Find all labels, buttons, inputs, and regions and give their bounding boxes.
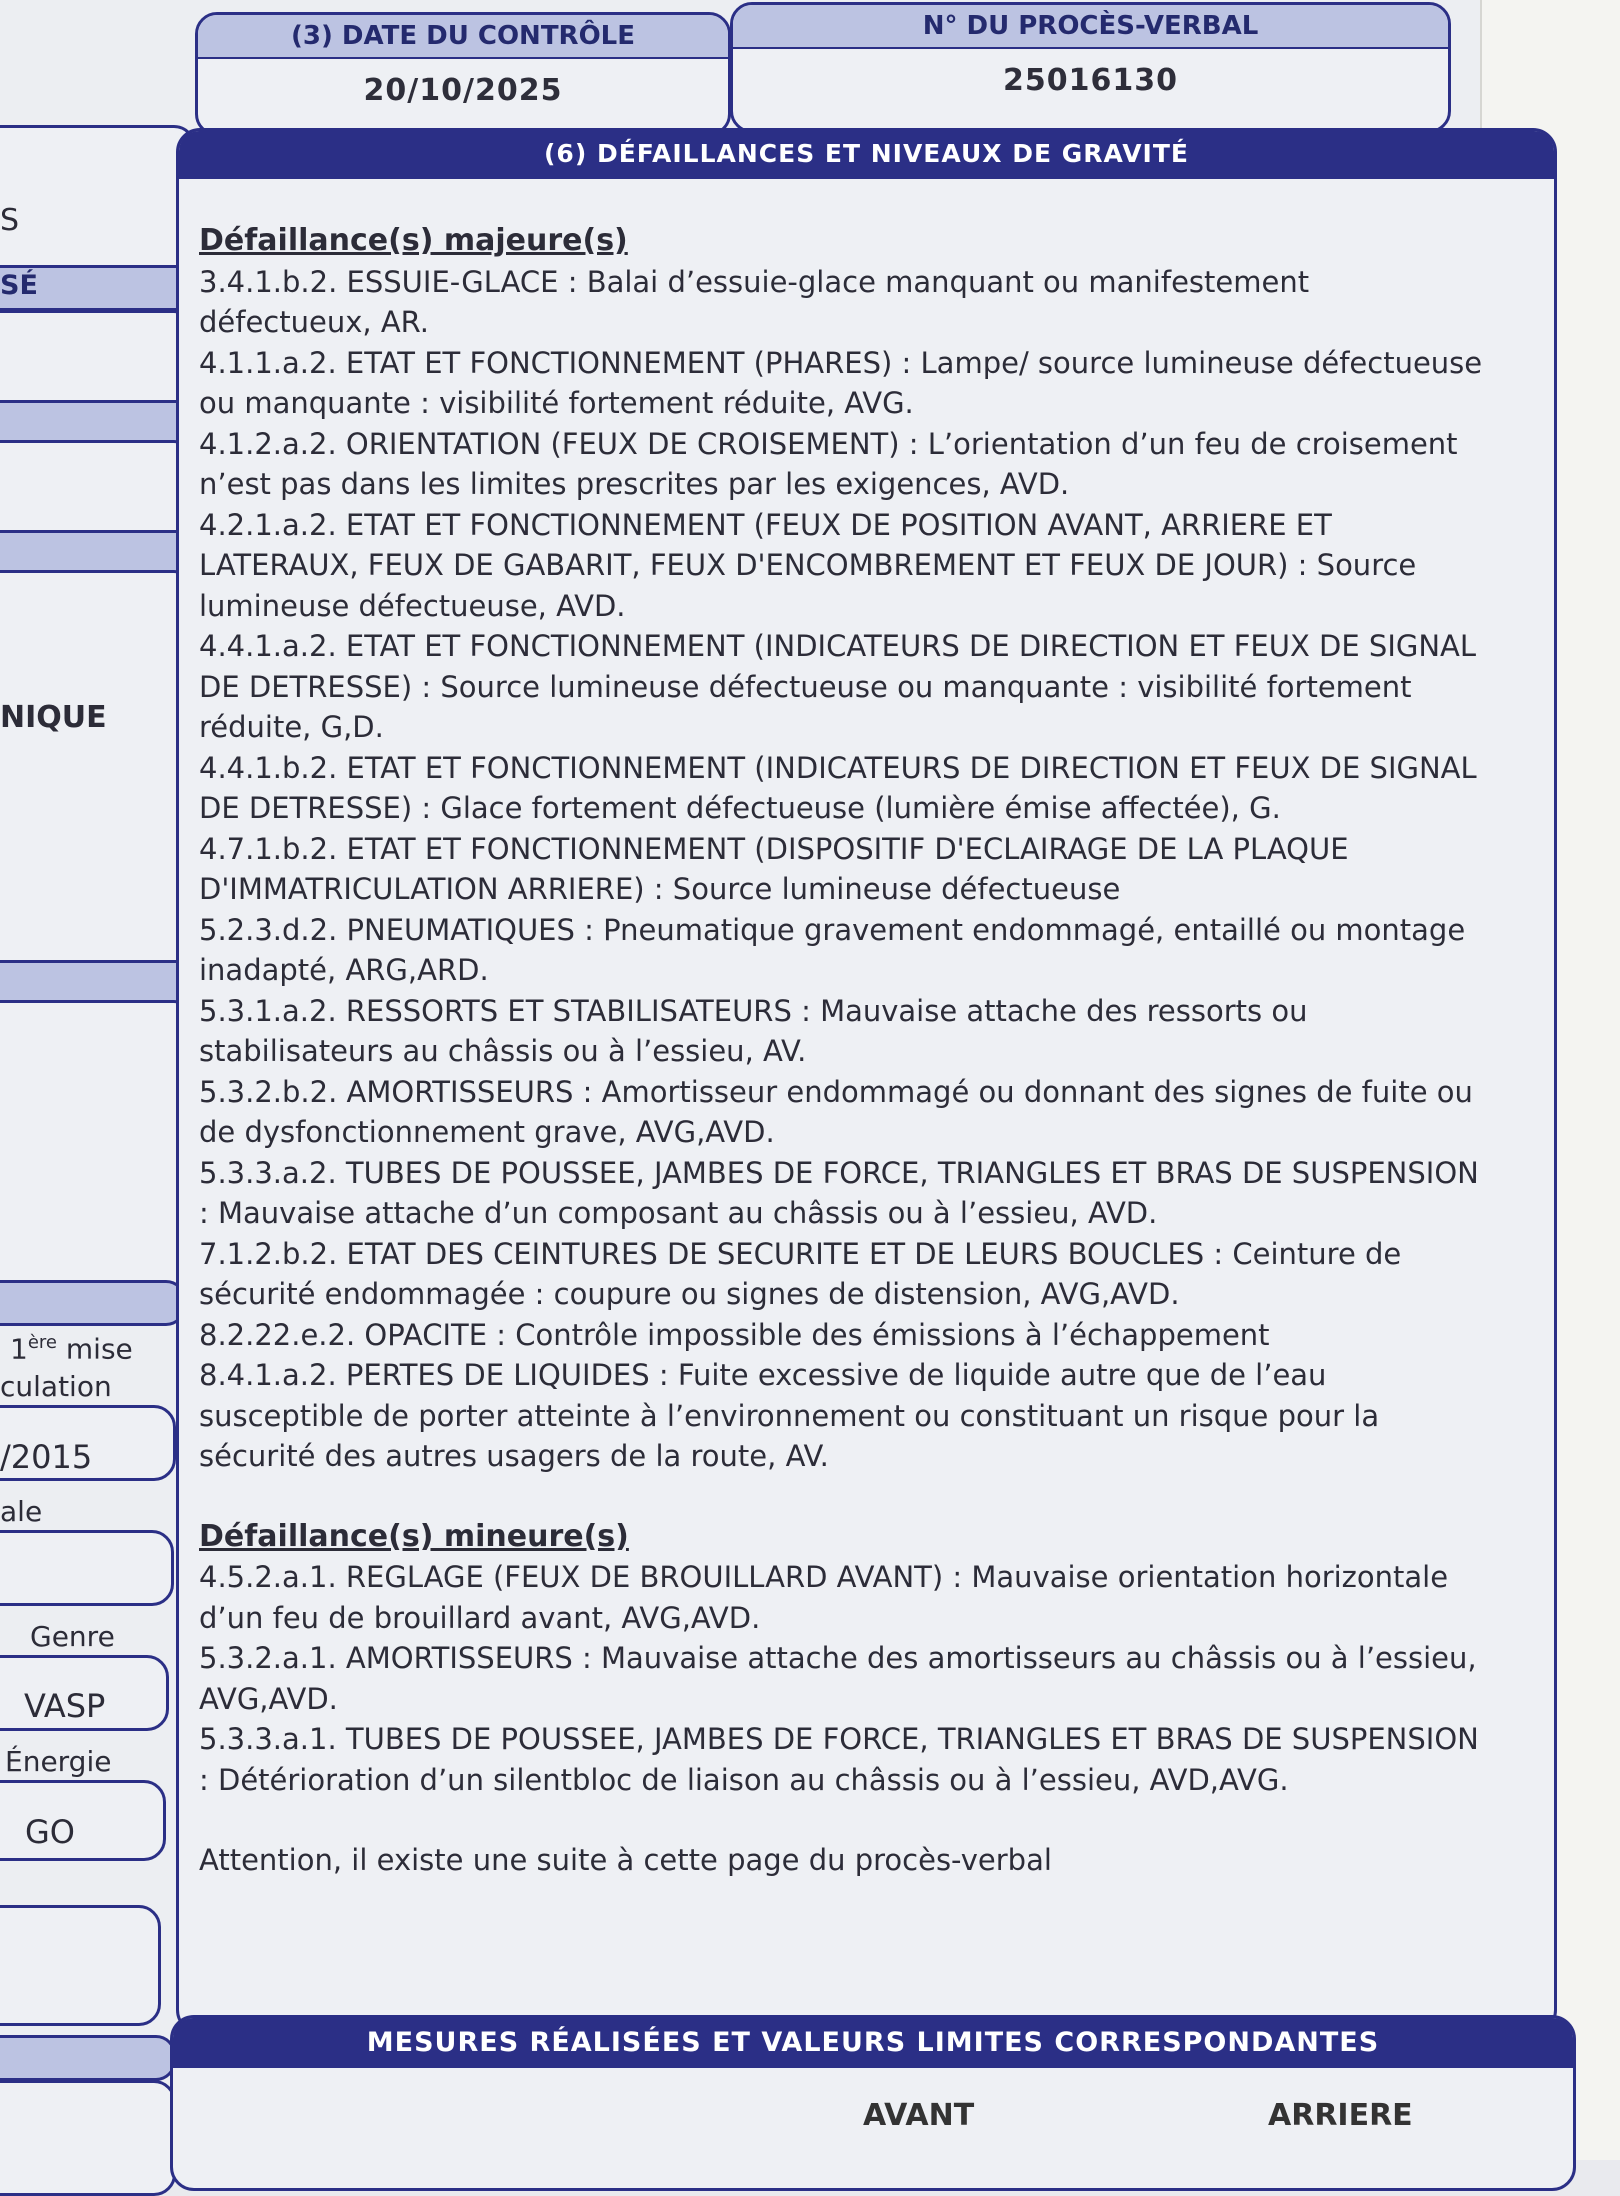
defaillance-line: 5.3.3.a.1. TUBES DE POUSSEE, JAMBES DE FORCE, TRIANGLES ET BRAS DE SUSPENSION [199,1722,1479,1756]
minor-defaillances-list [199,1557,1524,1800]
defaillance-line: 5.3.2.b.2. AMORTISSEURS : Amortisseur endommagé ou donnant des signes de fuite ou [199,1074,1473,1109]
left-text-culation: culation [0,1370,112,1403]
defaillance-line: DE DETRESSE) : Source lumineuse défectueuse ou manquante : visibilité fortement [199,669,1412,704]
energie-value: GO [25,1813,75,1851]
date-controle-value: 20/10/2025 [363,73,563,108]
defaillance-line: 4.5.2.a.1. REGLAGE (FEUX DE BROUILLARD AVANT) : Mauvaise orientation horizontale [199,1560,1449,1594]
defaillance-line: D'IMMATRICULATION ARRIERE) : Source lumineuse défectueuse [199,872,1121,906]
defaillance-line: : Détérioration d’un silentbloc de liaison au châssis ou à l’essieu, AVD,AVG. [199,1762,1289,1797]
left-text-se: SÉ [0,270,38,301]
mesures-panel [170,2015,1576,2191]
defaillance-line: d’un feu de brouillard avant, AVG,AVD. [199,1600,761,1635]
defaillance-line: 4.1.1.a.2. ETAT ET FONCTIONNEMENT (PHARES) : Lampe/ source lumineuse défectueuse [199,345,1483,380]
left-text-ale: ale [0,1495,43,1528]
mise-sup: ère [27,1332,57,1353]
continuation-note: Attention, il existe une suite à cette page du procès-verbal [199,1843,1052,1877]
defaillance-line: 4.4.1.a.2. ETAT ET FONCTIONNEMENT (INDICATEURS DE DIRECTION ET FEUX DE SIGNAL [199,629,1477,663]
defaillance-line: susceptible de porter atteinte à l’environnement ou constituant un risque pour la [199,1398,1380,1433]
energie-label: Énergie [5,1745,112,1778]
proces-verbal-box [730,2,1451,133]
defaillance-line: inadapté, ARG,ARD. [199,953,489,987]
defaillance-line: lumineuse défectueuse, AVD. [199,588,626,623]
spacer [199,1800,1524,1840]
defaillances-content [199,221,1524,1881]
left-text-year: /2015 [0,1438,93,1476]
defaillance-line: 5.3.2.a.1. AMORTISSEURS : Mauvaise attache des amortisseurs au châssis ou à l’essieu, [199,1641,1477,1675]
left-text-s: S [0,203,20,238]
mise-one: 1 [10,1332,28,1366]
defaillance-line: 5.3.1.a.2. RESSORTS ET STABILISATEURS : Mauvaise attache des ressorts ou [199,993,1308,1028]
defaillance-line: AVG,AVD. [199,1681,338,1716]
defaillances-header: (6) DÉFAILLANCES ET NIVEAUX DE GRAVITÉ [179,131,1554,179]
defaillance-line: ou manquante : visibilité fortement réduite, AVG. [199,386,914,420]
left-box-6 [0,1905,161,2026]
defaillance-line: 4.4.1.b.2. ETAT ET FONCTIONNEMENT (INDICATEURS DE DIRECTION ET FEUX DE SIGNAL [199,750,1477,785]
left-text-nique: NIQUE [0,700,107,735]
defaillance-line: : Mauvaise attache d’un composant au châssis ou à l’essieu, AVD. [199,1196,1158,1230]
defaillance-line: 4.1.2.a.2. ORIENTATION (FEUX DE CROISEMENT) : L’orientation d’un feu de croisement [199,426,1458,461]
spacer [199,1477,1524,1517]
left-box-4 [0,570,196,966]
defaillance-line: 8.4.1.a.2. PERTES DE LIQUIDES : Fuite excessive de liquide autre que de l’eau [199,1358,1327,1392]
left-header-6 [0,2035,176,2081]
left-box-5 [0,1000,196,1286]
left-box-3 [0,440,196,536]
date-controle-box [195,12,731,136]
left-box-2 [0,310,196,406]
defaillance-line: défectueux, AR. [199,305,429,339]
mise-word: mise [65,1332,133,1366]
mesures-col-avant: AVANT [863,2098,975,2133]
defaillance-line: 4.2.1.a.2. ETAT ET FONCTIONNEMENT (FEUX DE POSITION AVANT, ARRIERE ET [199,507,1332,542]
defaillance-line: de dysfonctionnement grave, AVG,AVD. [199,1115,775,1149]
defaillance-line: 7.1.2.b.2. ETAT DES CEINTURES DE SECURITE ET DE LEURS BOUCLES : Ceinture de [199,1236,1402,1271]
defaillance-line: 5.2.3.d.2. PNEUMATIQUES : Pneumatique gravement endommagé, entaillé ou montage [199,912,1466,947]
defaillance-line: 8.2.22.e.2. OPACITE : Contrôle impossible des émissions à l’échappement [199,1317,1270,1352]
defaillance-line: 5.3.3.a.2. TUBES DE POUSSEE, JAMBES DE FORCE, TRIANGLES ET BRAS DE SUSPENSION [199,1155,1479,1190]
major-section-title: Défaillance(s) majeure(s) [199,223,628,258]
genre-value: VASP [24,1687,106,1725]
defaillance-line: 4.7.1.b.2. ETAT ET FONCTIONNEMENT (DISPOSITIF D'ECLAIRAGE DE LA PLAQUE [199,831,1349,866]
left-text-mise [10,1332,133,1365]
defaillance-line: LATERAUX, FEUX DE GABARIT, FEUX D'ENCOMBREMENT ET FEUX DE JOUR) : Source [199,548,1417,582]
date-controle-title: (3) DATE DU CONTRÔLE [198,15,728,59]
defaillance-line: n’est pas dans les limites prescrites par les exigences, AVD. [199,467,1070,501]
left-box-7 [0,2080,176,2196]
defaillance-line: 3.4.1.b.2. ESSUIE-GLACE : Balai d’essuie-glace manquant ou manifestement [199,264,1310,299]
mesures-header: MESURES RÉALISÉES ET VALEURS LIMITES CORRESPONDANTES [173,2018,1573,2068]
defaillance-line: réduite, G,D. [199,710,384,744]
defaillances-panel [176,128,1557,2034]
mesures-col-arriere: ARRIERE [1268,2098,1413,2133]
major-defaillances-list [199,262,1524,1477]
genre-label: Genre [30,1620,115,1653]
defaillance-line: stabilisateurs au châssis ou à l’essieu, AV. [199,1034,807,1068]
defaillance-line: DE DETRESSE) : Glace fortement défectueuse (lumière émise affectée), G. [199,791,1281,825]
left-ale-box [0,1530,174,1606]
defaillance-line: sécurité endommagée : coupure ou signes de distension, AVG,AVD. [199,1277,1180,1311]
minor-section-title: Défaillance(s) mineure(s) [199,1518,629,1554]
defaillance-line: sécurité des autres usagers de la route, AV. [199,1439,829,1473]
left-header-5 [0,1280,186,1326]
proces-verbal-value: 25016130 [1003,63,1178,98]
left-box-1 [0,125,196,271]
proces-verbal-title: N° DU PROCÈS-VERBAL [733,5,1448,49]
